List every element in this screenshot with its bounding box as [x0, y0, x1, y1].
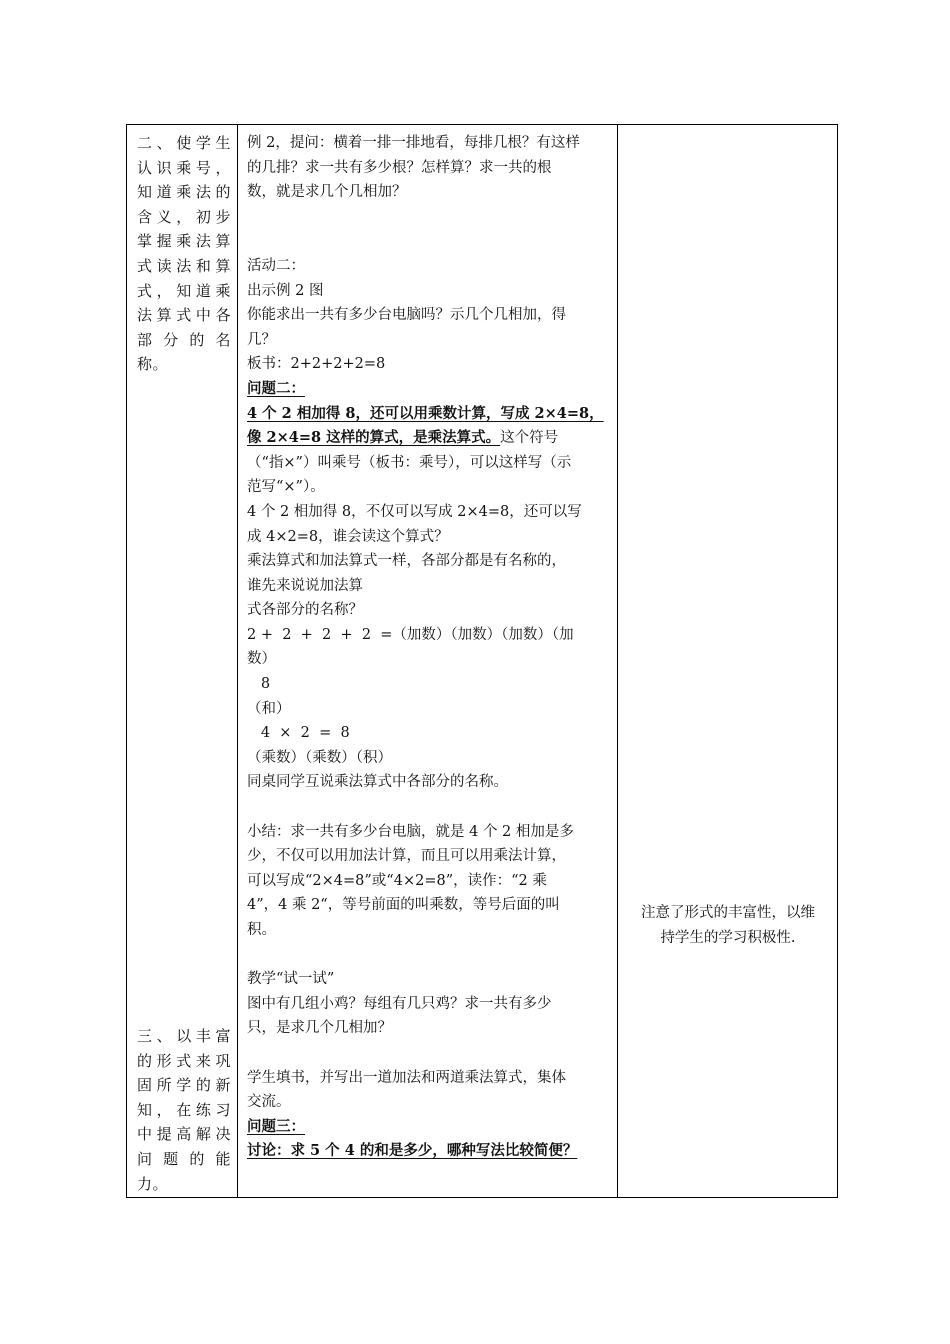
text-line: 例 2，提问：横着一排一排地看，每排几根？有这样: [247, 135, 580, 151]
goal-line: 称。: [137, 355, 169, 374]
text-line: 式各部分的名称？: [247, 602, 363, 619]
goal-line: 的形式来巩: [137, 1051, 231, 1070]
equation-line: 2 + 2 + 2 + 2 =（加数）（加数）（加数）（加: [247, 626, 574, 643]
question-heading: 问题三：: [247, 1117, 305, 1135]
goal-line: 力。: [137, 1174, 169, 1193]
goals-cell: [127, 125, 238, 1198]
equation-line: 4 × 2 = 8: [247, 725, 350, 742]
text-line: 少，不仅可以用加法计算，而且可以用乘法计算，: [247, 848, 566, 865]
text-line: 范写“×”）。: [247, 479, 325, 496]
design-note-cell: [618, 125, 838, 1198]
goal-line: 认识乘号，: [137, 158, 231, 177]
text-line: 数，就是求几个几相加？: [247, 184, 407, 201]
text-line: 成 4×2=8，谁会读这个算式？: [247, 528, 449, 545]
text-line: 只，是求几个几相加？: [247, 1020, 392, 1037]
text-line: 你能求出一共有多少台电脑吗？示几个几相加，得: [247, 307, 566, 324]
equation-line: 8: [247, 676, 271, 693]
goal-line: 固所学的新: [137, 1076, 231, 1095]
text-line: 数）: [247, 651, 276, 668]
text-line: 的几排？求一共有多少根？怎样算？求一共的根: [247, 159, 552, 176]
text-line: 4”，4 乘 2“，等号前面的叫乘数，等号后面的叫: [247, 897, 560, 914]
text-line: 小结：求一共有多少台电脑，就是 4 个 2 相加是多: [247, 823, 574, 840]
text-line: 教学“试一试”: [247, 971, 335, 988]
goal-line: 式读法和算: [137, 256, 231, 275]
goal-line: 知道乘法的: [137, 183, 231, 202]
table-row: [127, 125, 838, 1198]
text-line: 4 个 2 相加得 8，不仅可以写成 2×4=8，还可以写: [247, 503, 582, 520]
note-line: 注意了形式的丰富性，以维: [641, 905, 815, 921]
goal-line: 含义，初步: [137, 207, 231, 226]
goal-line: 三、以丰富: [137, 1027, 231, 1045]
question-heading: 问题二：: [247, 379, 305, 397]
text-line: [247, 426, 610, 451]
goal-line: 法算式中各: [137, 306, 231, 325]
text-line: 谁先来说说加法算: [247, 577, 363, 594]
goal-line: 二、使学生: [137, 134, 231, 152]
text-line: 板书：2+2+2+2=8: [247, 356, 386, 373]
text-line: （“指×”）叫乘号（板书：乘号），可以这样写（示: [247, 454, 572, 471]
teaching-process-text: [247, 131, 610, 1164]
goal-line: 中提高解决: [137, 1125, 231, 1144]
text-line: 交流。: [247, 1094, 291, 1111]
text-line: （乘数）（乘数）（积）: [247, 749, 392, 766]
emphasis-text: 像 2×4=8 这样的算式，是乘法算式。: [247, 429, 501, 447]
text-line: 学生填书，并写出一道加法和两道乘法算式，集体: [247, 1069, 566, 1086]
goal-line: 知，在练习: [137, 1100, 231, 1119]
goal-line: 掌握乘法算: [137, 232, 231, 251]
text-line: 几？: [247, 331, 276, 348]
design-note: [626, 901, 830, 950]
note-line: 持学生的学习积极性.: [660, 929, 796, 946]
text-line: 出示例 2 图: [247, 282, 324, 299]
goal-line: 问题的能: [137, 1149, 231, 1168]
goal-section-2: [137, 131, 231, 377]
plain-text: 这个符号: [500, 430, 559, 447]
text-line: 图中有几组小鸡？每组有几只鸡？求一共有多少: [247, 995, 552, 1012]
text-line: 活动二：: [247, 257, 305, 274]
text-line: 同桌同学互说乘法算式中各部分的名称。: [247, 774, 508, 791]
goal-line: 部分的名: [137, 330, 231, 349]
text-line: 乘法算式和加法算式一样，各部分都是有名称的，: [247, 553, 566, 570]
teaching-process-cell: [238, 125, 618, 1198]
emphasis-line: 讨论：求 5 个 4 的和是多少，哪种写法比较简便？: [247, 1142, 578, 1160]
lesson-plan-table: [126, 124, 838, 1198]
goal-section-3: [137, 1024, 231, 1196]
text-line: 积。: [247, 922, 276, 938]
goal-line: 式，知道乘: [137, 281, 231, 300]
text-line: （和）: [247, 700, 291, 717]
text-line: 可以写成“2×4=8”或“4×2=8”，读作：“2 乘: [247, 872, 547, 889]
emphasis-line: 4 个 2 相加得 8，还可以用乘数计算，写成 2×4=8，: [247, 404, 604, 422]
